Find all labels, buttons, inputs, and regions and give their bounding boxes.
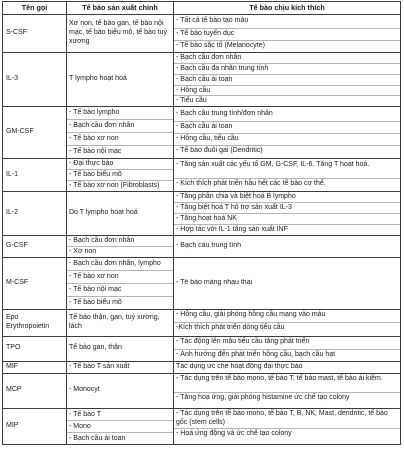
cell-targets: [174, 408, 401, 444]
producer-item: - Tế bào T: [69, 410, 102, 418]
target-item: - Bạch cầu ái toan: [174, 74, 400, 85]
target-item: - Hồng cầu, tiểu cầu: [174, 133, 400, 145]
cell-targets: [174, 235, 401, 257]
cell-producers: [67, 309, 174, 336]
cell-targets: [174, 309, 401, 336]
cell-producers: [67, 192, 174, 235]
cell-name: [3, 107, 67, 159]
target-item: - Hoá ứng động và ức chế tạo colony: [174, 428, 400, 443]
cell-name: [3, 361, 67, 373]
producer-text: Do T lympho hoạt hoá: [69, 208, 138, 216]
producer-item: - Tế bào xơ non: [67, 270, 173, 283]
producer-item: - Bạch cầu đơn nhân: [69, 236, 135, 244]
producer-item: - Tế bào biểu mô: [67, 169, 173, 180]
cell-producers: [67, 373, 174, 408]
cell-name: [3, 336, 67, 361]
cell-producers: [67, 257, 174, 309]
cell-targets: [174, 53, 401, 107]
target-item: - Bạch cầu ái toan: [174, 121, 400, 133]
cell-producers: [67, 336, 174, 361]
cell-targets: [174, 159, 401, 192]
producer-item: - Tế bào nội mạc: [67, 145, 173, 158]
target-item: - Kích thích phát triển hầu hết các tế bào cơ thể.: [174, 178, 400, 190]
target-item: - Tác dụng trên tế bào mono, tế bào T, B, NK, Mast, dendritic, tế bào gốc (stem cells): [176, 410, 388, 427]
producer-text: Tế bào thận, gan, tuỷ xương, lách: [69, 313, 160, 330]
target-item: -Kích thích phát triển dòng tiểu cầu: [174, 322, 400, 336]
name-text: Epo: [6, 313, 19, 321]
name-text: MIF: [6, 362, 19, 370]
target-item: - Tế bào tuyến dục: [174, 28, 400, 40]
cell-producers: [67, 53, 174, 107]
table-row: [3, 192, 401, 235]
name-text: Erythropoietin: [6, 322, 50, 330]
producer-text: Tế bào gan, thận: [69, 344, 122, 352]
table-row: [3, 235, 401, 257]
target-item: - Ảnh hưởng đến phát triển hồng cầu, bạch cầu hạt: [174, 349, 400, 361]
producer-item: - Đại thực bào: [69, 160, 114, 168]
table-row: [3, 15, 401, 53]
target-item: - Bạch cầu đơn nhân: [176, 54, 242, 61]
name-text: IL-1: [6, 170, 19, 178]
name-text: IL-2: [6, 208, 19, 216]
name-text: G-CSF: [6, 241, 28, 249]
target-item: - Tăng biệt hoá T hỗ trợ sản xuất IL-3: [174, 202, 400, 213]
producer-item: - Bạch cầu đơn nhân: [67, 119, 173, 132]
target-item: - Bạch cầu trung tính: [176, 241, 241, 249]
cell-targets: [174, 373, 401, 408]
cell-producers: [67, 361, 174, 373]
cell-producers: [67, 235, 174, 257]
producer-text: - Monocyt: [69, 386, 100, 394]
header-targets: Tế bào chịu kích thích: [174, 2, 401, 15]
target-item: - Hồng cầu: [174, 85, 400, 96]
cell-targets: [174, 257, 401, 309]
producer-item: - Bạch cầu đơn nhân, lympho: [69, 259, 161, 267]
name-text: IL-3: [6, 75, 19, 83]
producer-text: T lympho hoạt hoá: [69, 75, 127, 83]
target-item: - Tất cả tế bào tạo máu: [176, 16, 249, 24]
name-text: MIP: [6, 421, 19, 429]
table-row: [3, 309, 401, 336]
target-item: - Tế bào đuôi gai (Dendritic): [174, 145, 400, 157]
table-row: [3, 408, 401, 444]
table-body: [3, 15, 401, 445]
name-text: S-CSF: [6, 29, 27, 37]
target-item: - Hợp tác với IL-1 tăng sản xuất INF: [174, 224, 400, 235]
table-row: [3, 361, 401, 373]
producer-text: Xơ non, tế bào gan, tế bào nội mạc, tế bào biểu mô, tế bào tuỷ xương: [69, 20, 168, 45]
target-item: - Tăng sản xuất các yếu tố GM, G-CSF, IL-6. Tăng T hoạt hoá.: [176, 161, 370, 169]
producer-item: - Tế bào lympho: [69, 109, 120, 117]
producer-item: - Tế bào xơ non (Fibroblasts): [67, 180, 173, 191]
target-item: - Tăng phân chia và biệt hoá B lympho: [176, 193, 296, 201]
cell-name: [3, 309, 67, 336]
producer-item: - Tế bào xơ non: [67, 132, 173, 145]
cell-targets: [174, 15, 401, 53]
target-item: - Tiểu cầu: [174, 95, 400, 106]
table-row: [3, 107, 401, 159]
target-item: - Tác dụng trên tế bào mono, tế bào T, tế bào mast, tế bào ái kiềm.: [176, 374, 383, 382]
target-item: - Bạch cầu đa nhân trung tính: [174, 63, 400, 74]
cell-name: [3, 235, 67, 257]
table-row: [3, 336, 401, 361]
table-row: [3, 257, 401, 309]
target-item: - Tác động lên mẫu tiểu cầu tăng phát triển: [176, 337, 310, 345]
cell-name: [3, 373, 67, 408]
cell-producers: [67, 159, 174, 192]
cell-name: [3, 257, 67, 309]
cell-targets: [174, 107, 401, 159]
producer-item: - Tế bào biểu mô: [67, 296, 173, 309]
producer-item: - Mono: [67, 420, 173, 432]
producer-item: - Xơ non: [67, 246, 173, 257]
target-item: - Tăng hoạt hoá NK: [174, 213, 400, 224]
target-item: - Tăng hoạ ứng, giải phóng histamine ức chế tạo colony: [174, 392, 400, 408]
cell-producers: [67, 107, 174, 159]
header-row: [3, 2, 401, 15]
header-producers: Tế bào sản xuất chính: [67, 2, 174, 15]
cell-targets: [174, 361, 401, 373]
producer-item: - Tế bào nội mạc: [67, 283, 173, 296]
table-row: [3, 373, 401, 408]
cell-name: [3, 53, 67, 107]
name-text: GM-CSF: [6, 128, 34, 136]
target-item: - Tế bào màng nhau thai: [176, 278, 253, 286]
name-text: M-CSF: [6, 278, 29, 286]
cell-name: [3, 15, 67, 53]
name-text: TPO: [6, 344, 21, 352]
target-item: Tác dụng ức chế hoạt động đại thực bào: [176, 362, 303, 370]
cell-name: [3, 408, 67, 444]
cell-producers: [67, 408, 174, 444]
cytokine-table: [2, 1, 401, 445]
producer-item: - Bạch cầu ái toan: [67, 432, 173, 444]
name-text: MCP: [6, 386, 22, 394]
cell-targets: [174, 336, 401, 361]
header-name: Tên gọi: [3, 2, 67, 15]
cell-targets: [174, 192, 401, 235]
producer-text: - Tế bào T sản xuất: [69, 362, 130, 370]
cell-producers: [67, 15, 174, 53]
table-row: [3, 53, 401, 107]
target-item: - Bạch cầu trung tính/đơn nhân: [176, 109, 273, 117]
cell-name: [3, 192, 67, 235]
target-item: - Hồng cầu, giải phóng hồng cầu mạng vào máu: [176, 310, 326, 318]
table-row: [3, 159, 401, 192]
target-item: - Tế bào sắc tố (Melanocyte): [174, 40, 400, 52]
cell-name: [3, 159, 67, 192]
